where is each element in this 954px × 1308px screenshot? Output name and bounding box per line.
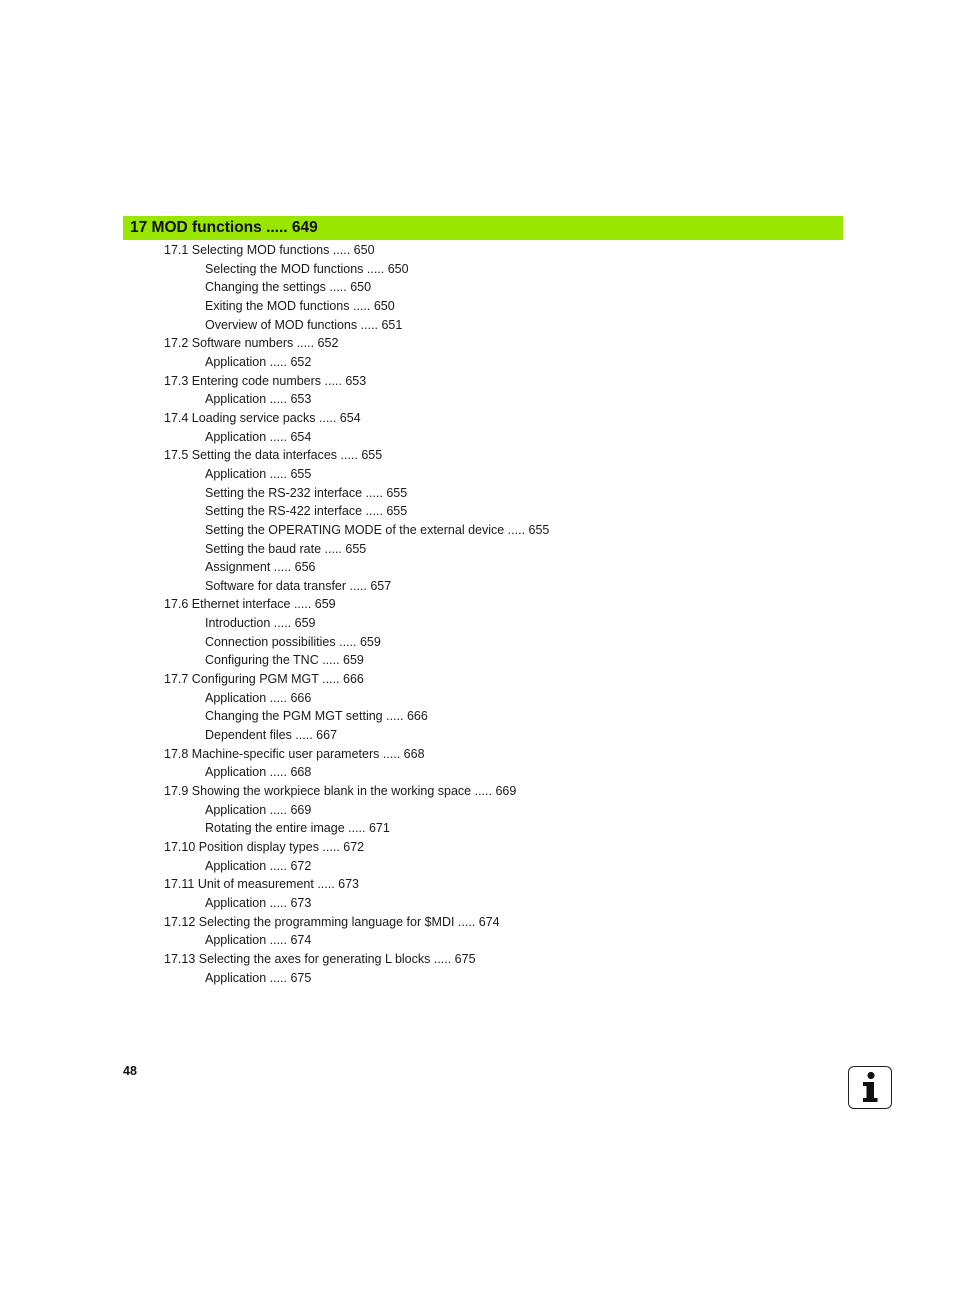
toc-subsection-entry: Application ..... 654 [205,429,312,444]
toc-subsection-entry: Application ..... 668 [205,765,312,780]
toc-subsection-entry: Introduction ..... 659 [205,616,316,631]
toc-subsection-entry: Setting the baud rate ..... 655 [205,541,367,556]
toc-section-entry: 17.3 Entering code numbers ..... 653 [164,373,367,388]
info-icon [848,1066,892,1109]
toc-section-entry: 17.7 Configuring PGM MGT ..... 666 [164,672,364,687]
toc-subsection-entry: Configuring the TNC ..... 659 [205,653,364,668]
toc-subsection-entry: Connection possibilities ..... 659 [205,634,381,649]
toc-subsection-entry: Changing the PGM MGT setting ..... 666 [205,709,428,724]
toc-subsection-entry: Overview of MOD functions ..... 651 [205,317,403,332]
toc-subsection-entry: Selecting the MOD functions ..... 650 [205,261,409,276]
toc-subsection-entry: Setting the RS-232 interface ..... 655 [205,485,408,500]
toc-subsection-entry: Application ..... 652 [205,354,312,369]
toc-section-entry: 17.8 Machine-specific user parameters ..... 668 [164,746,425,761]
toc-subsection-entry: Application ..... 675 [205,970,312,985]
toc-subsection-entry: Changing the settings ..... 650 [205,280,372,295]
toc-subsection-entry: Application ..... 666 [205,690,312,705]
toc-subsection-entry: Dependent files ..... 667 [205,728,338,743]
toc-subsection-entry: Exiting the MOD functions ..... 650 [205,298,395,313]
toc-section-entry: 17.9 Showing the workpiece blank in the working space ..... 669 [164,784,517,799]
table-of-contents [0,241,954,987]
toc-subsection-entry: Software for data transfer ..... 657 [205,578,392,593]
toc-section-entry: 17.2 Software numbers ..... 652 [164,336,339,351]
toc-section-entry: 17.11 Unit of measurement ..... 673 [164,877,360,892]
toc-section-entry: 17.6 Ethernet interface ..... 659 [164,597,336,612]
toc-subsection-entry: Application ..... 672 [205,858,312,873]
toc-subsection-entry: Application ..... 674 [205,933,312,948]
toc-section-entry: 17.4 Loading service packs ..... 654 [164,410,361,425]
toc-subsection-entry: Assignment ..... 656 [205,560,316,575]
toc-section-entry: 17.13 Selecting the axes for generating L blocks ..... 675 [164,951,476,966]
toc-section-entry: 17.12 Selecting the programming language for $MDI ..... 674 [164,914,500,929]
chapter-heading: 17 MOD functions ..... 649 [123,216,843,240]
toc-section-entry: 17.1 Selecting MOD functions ..... 650 [164,243,375,257]
toc-subsection-entry: Setting the RS-422 interface ..... 655 [205,504,408,519]
toc-subsection-entry: Rotating the entire image ..... 671 [205,821,390,836]
toc-subsection-entry: Setting the OPERATING MODE of the external device ..... 655 [205,522,550,537]
toc-section-entry: 17.10 Position display types ..... 672 [164,840,365,854]
toc-subsection-entry: Application ..... 673 [205,895,312,910]
toc-section-entry: 17.5 Setting the data interfaces ..... 655 [164,448,383,463]
toc-subsection-entry: Application ..... 653 [205,392,312,407]
toc-subsection-entry: Application ..... 655 [205,466,312,481]
page-number: 48 [123,1064,137,1078]
toc-subsection-entry: Application ..... 669 [205,802,312,817]
